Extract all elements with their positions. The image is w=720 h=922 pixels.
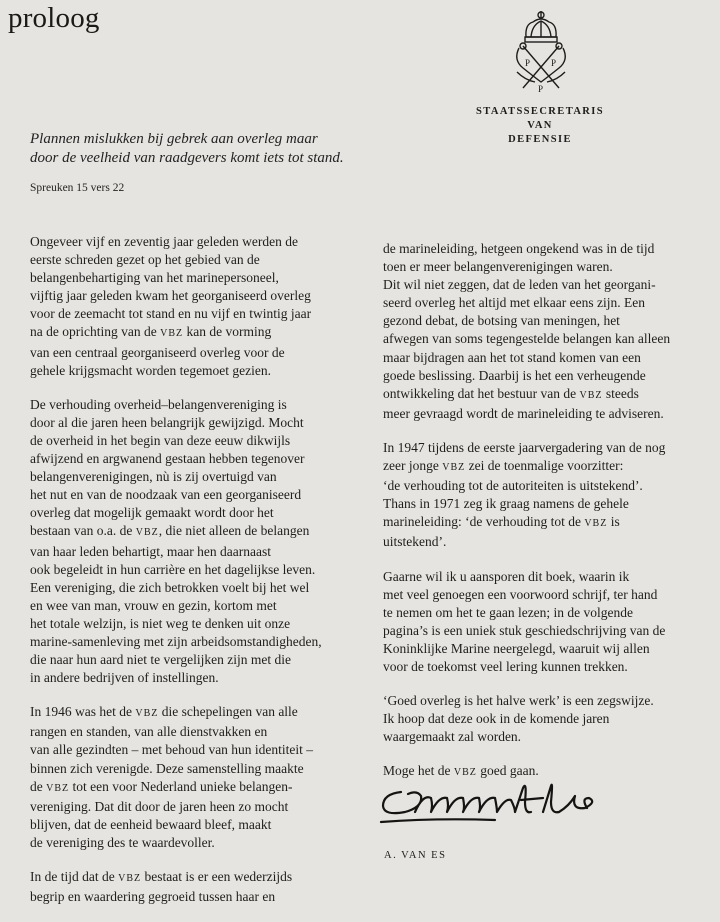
text-line: Ongeveer vijf en zeventig jaar geleden werden de: [30, 234, 298, 249]
text-line: binnen zich verenigde. Deze samenstelling maakte: [30, 760, 304, 776]
text-line: de VBZ tot een voor Nederland unieke belangen-: [30, 778, 293, 794]
text-line: voor de toekomst veel lering kunnen trekken.: [383, 658, 628, 674]
text-line: met veel genoegen een voorwoord schrijf, ter hand: [383, 586, 658, 602]
page-title: proloog: [8, 2, 100, 34]
text-line: belangenbehartiging van het marinepersoneel,: [30, 270, 279, 286]
text-line: die naar hun aard niet te vergelijken zijn met die: [30, 652, 292, 668]
right-column: [383, 240, 719, 798]
text-line: te nemen om het te gaan lezen; in de volgende: [383, 604, 634, 620]
paragraph: [30, 703, 380, 852]
text-line: in andere bedrijven of instellingen.: [30, 670, 219, 686]
text-line: Een vereniging, die zich betrokken voelt bij het wel: [30, 579, 310, 595]
handwritten-signature-icon: [375, 772, 630, 834]
office-line: DEFENSIE: [508, 134, 572, 145]
paragraph: [383, 568, 719, 677]
text-line: Ik hoop dat deze ook in de komende jaren: [383, 711, 610, 727]
text-line: rangen en standen, van alle dienstvakken en: [30, 724, 268, 740]
svg-text:P: P: [525, 58, 531, 68]
epigraph-source: Spreuken 15 vers 22: [30, 182, 125, 194]
text-line: begrip en waardering gegroeid tussen haar en: [30, 889, 276, 905]
text-line: waargemaakt zal worden.: [383, 729, 522, 745]
text-line: de marineleiding, hetgeen ongekend was in de tijd: [383, 241, 655, 256]
epigraph-line: door de veelheid van raadgevers komt iets tot stand.: [30, 150, 344, 166]
text-line: van alle gezindten – met behoud van hun identiteit –: [30, 742, 314, 758]
text-line: bestaan van o.a. de VBZ, die niet alleen de belangen: [30, 523, 310, 539]
text-line: Gaarne wil ik u aansporen dit boek, waarin ik: [383, 568, 630, 584]
paragraph: [383, 439, 719, 552]
svg-text:P: P: [551, 58, 557, 68]
text-line: marineleiding: ‘de verhouding tot de VBZ is: [383, 514, 620, 530]
svg-text:P: P: [538, 84, 544, 94]
text-line: De verhouding overheid–belangenvereniging is: [30, 396, 287, 412]
text-line: toen er meer belangenverenigingen waren.: [383, 259, 613, 275]
text-line: blijven, dat de eenheid bewaard bleef, maakt: [30, 816, 272, 832]
text-line: ook begeleidt in hun carrière en het dagelijkse leven.: [30, 561, 316, 577]
text-line: vereniging. Dat dit door de jaren heen zo mocht: [30, 798, 289, 814]
text-line: pagina’s is een uniek stuk geschiedschrijving van de: [383, 622, 666, 638]
text-line: seerd overleg het altijd met elkaar eens zijn. Een: [383, 295, 646, 311]
text-line: de overheid in het begin van deze eeuw dikwijls: [30, 432, 291, 448]
text-line: gezond debat, de botsing van meningen, het: [383, 313, 620, 329]
text-line: en wee van man, vrouw en gezin, kortom met: [30, 597, 277, 613]
royal-crown-monogram-icon: [509, 10, 573, 96]
epigraph-line: Plannen mislukken bij gebrek aan overleg maar: [30, 131, 318, 147]
text-line: zeer jonge VBZ zei de toenmalige voorzitter:: [383, 458, 624, 474]
text-line: goede beslissing. Daarbij is het een verheugende: [383, 367, 646, 383]
text-line: na de oprichting van de VBZ kan de vorming: [30, 324, 272, 340]
text-line: marine-samenleving met zijn arbeidsomstandigheden,: [30, 633, 322, 649]
text-line: Koninklijke Marine neergelegd, waaruit wij allen: [383, 640, 650, 656]
epigraph: [30, 130, 400, 168]
text-line: het totale welzijn, is niet weg te denken uit onze: [30, 615, 291, 631]
text-line: van haar leden behartigt, maar hen daarnaast: [30, 543, 272, 559]
text-line: voor de zeemacht tot stand en nu vijf en twintig jaar: [30, 306, 312, 322]
text-line: In de tijd dat de VBZ bestaat is er een wederzijds: [30, 869, 293, 884]
text-line: afwegen van soms tegengestelde belangen kan alleen: [383, 331, 671, 347]
text-line: overleg dat mogelijk gemaakt wordt door het: [30, 505, 274, 521]
text-line: ontwikkeling dat het bestuur van de VBZ steeds: [383, 385, 639, 401]
paragraph: [383, 240, 719, 423]
text-line: maar bijdragen aan het tot stand komen van een: [383, 349, 641, 365]
text-line: de vereniging des te waardevoller.: [30, 834, 215, 850]
text-line: In 1946 was het de VBZ die schepelingen van alle: [30, 704, 298, 720]
text-line: ‘Goed overleg is het halve werk’ is een zegswijze.: [383, 693, 654, 709]
office-line: VAN: [527, 120, 553, 131]
left-column: [30, 233, 380, 922]
paragraph: [30, 868, 380, 906]
signer-name: A. VAN ES: [384, 850, 447, 861]
text-line: afwijzend en argwanend gestaan hebben tegenover: [30, 451, 305, 467]
text-line: Moge het de VBZ goed gaan.: [383, 763, 539, 779]
text-line: Thans in 1971 zeg ik graag namens de gehele: [383, 496, 629, 512]
text-line: van een centraal georganiseerd overleg voor de: [30, 344, 285, 360]
text-line: In 1947 tijdens de eerste jaarvergadering van de nog: [383, 439, 666, 455]
paragraph: [383, 692, 719, 746]
text-line: vijftig jaar geleden kwam het georganiseerd overleg: [30, 288, 311, 304]
office-line: STAATSSECRETARIS: [475, 106, 605, 117]
text-line: uitstekend’.: [383, 534, 447, 550]
paragraph: [30, 233, 380, 380]
text-line: het nut en van de noodzaak van een georganiseerd: [30, 487, 302, 503]
text-line: eerste schreden gezet op het gebied van de: [30, 252, 260, 268]
text-line: door al die jaren heen belangrijk gewijzigd. Mocht: [30, 414, 304, 430]
text-line: ‘de verhouding tot de autoriteiten is uitstekend’.: [383, 478, 643, 494]
text-line: meer gevraagd wordt de marineleiding te adviseren.: [383, 405, 664, 421]
text-line: Dit wil niet zeggen, dat de leden van het georgani-: [383, 277, 656, 293]
office-title: [470, 105, 610, 147]
paragraph: [30, 396, 380, 688]
text-line: belangenverenigingen, nù is zij overtuigd van: [30, 469, 277, 485]
text-line: gehele krijgsmacht worden tegemoet gezien.: [30, 362, 272, 378]
